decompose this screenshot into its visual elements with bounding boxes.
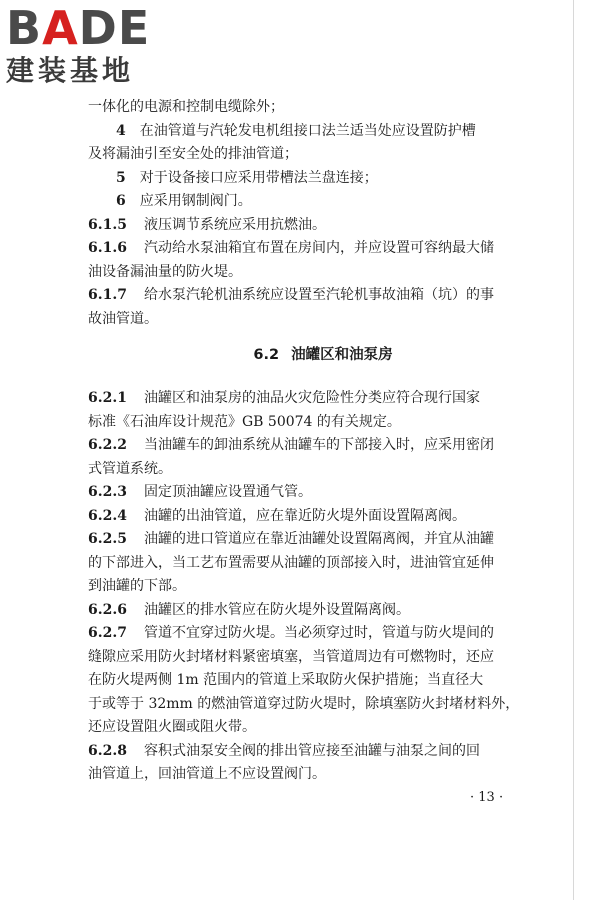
section-title: 油罐区和油泵房 <box>291 347 393 363</box>
clause-number: 6.2.5 <box>88 531 127 547</box>
text-line: 油设备漏油量的防火堤。 <box>88 263 242 280</box>
clause-number: 6.1.6 <box>88 240 127 256</box>
list-item-5 <box>88 167 558 191</box>
item-text: 在油管道与汽轮发电机组接口法兰适当处应设置防护槽 <box>139 122 476 139</box>
clause-6-1-5 <box>88 214 558 238</box>
clause-6-2-2 <box>88 434 558 458</box>
item-number: 6 <box>116 193 126 209</box>
logo-letter-b: B <box>6 1 43 55</box>
item-text: 应采用钢制阀门。 <box>139 193 252 209</box>
clause-text: 当油罐车的卸油系统从油罐车的下部接入时，应采用密闭 <box>144 437 494 453</box>
section-number: 6.2 <box>253 347 280 363</box>
clause-number: 6.2.4 <box>88 507 127 524</box>
clause-number: 6.2.1 <box>88 390 127 406</box>
clause-6-1-6 <box>88 237 558 261</box>
bade-logo <box>6 2 186 88</box>
clause-6-1-7 <box>88 284 558 308</box>
text-line: 标准《石油库设计规范》GB 50074 的有关规定。 <box>88 413 401 430</box>
page-edge-line <box>573 0 574 900</box>
text-line: 于或等于 32mm 的燃油管道穿过防火堤时，除填塞防火封堵材料外， <box>88 695 520 712</box>
clause-6-2-1 <box>88 387 558 411</box>
text-line: 及将漏油引至安全处的排油管道； <box>88 146 298 162</box>
item-text: 对于设备接口应采用带槽法兰盘连接； <box>139 169 378 186</box>
clause-text: 给水泵汽轮机油系统应设置至汽轮机事故油箱（坑）的事 <box>144 287 494 303</box>
logo-wordmark <box>6 2 186 54</box>
list-item-6 <box>88 190 558 214</box>
clause-6-2-3 <box>88 481 558 505</box>
text-line: 到油罐的下部。 <box>88 578 186 594</box>
clause-number: 6.1.7 <box>88 287 127 303</box>
text-line: 故油管道。 <box>88 310 158 327</box>
text-line: 还应设置阻火圈或阻火带。 <box>88 719 256 735</box>
clause-6-2-5 <box>88 528 558 552</box>
text-line: 一体化的电源和控制电缆除外； <box>88 99 284 115</box>
logo-letter-a-accent: A <box>42 1 79 55</box>
item-number: 5 <box>116 169 126 186</box>
logo-subtitle: 建装基地 <box>6 54 135 87</box>
text-line: 在防火堤两侧 1m 范围内的管道上采取防火保护措施；当直径大 <box>88 672 484 688</box>
clause-text: 固定顶油罐应设置通气管。 <box>144 484 312 500</box>
clause-text: 油罐区和油泵房的油品火灾危险性分类应符合现行国家 <box>144 390 480 406</box>
clause-number: 6.2.7 <box>88 625 127 641</box>
clause-number: 6.2.3 <box>88 484 127 500</box>
clause-text: 液压调节系统应采用抗燃油。 <box>144 216 326 233</box>
list-item-4 <box>88 120 558 144</box>
page-number: · 13 · <box>470 790 504 805</box>
logo-letters-de: DE <box>78 1 151 55</box>
clause-6-2-4 <box>88 505 558 529</box>
clause-number: 6.2.2 <box>88 437 127 453</box>
clause-text: 油罐的进口管道应在靠近油罐处设置隔离阀，并宜从油罐 <box>144 531 494 547</box>
clause-number: 6.2.6 <box>88 601 127 618</box>
clause-number: 6.2.8 <box>88 742 127 759</box>
document-body <box>88 96 558 787</box>
clause-text: 汽动给水泵油箱宜布置在房间内，并应设置可容纳最大储 <box>144 240 494 256</box>
clause-text: 管道不宜穿过防火堤。当必须穿过时，管道与防火堤间的 <box>144 625 494 641</box>
item-number: 4 <box>116 122 126 139</box>
clause-6-2-8 <box>88 740 558 764</box>
text-line: 的下部进入，当工艺布置需要从油罐的顶部接入时，进油管宜延伸 <box>88 554 494 571</box>
text-line: 式管道系统。 <box>88 460 172 477</box>
text-line: 缝隙应采用防火封堵材料紧密填塞，当管道周边有可燃物时，还应 <box>88 648 494 665</box>
clause-6-2-6 <box>88 599 558 623</box>
text-line: 油管道上，回油管道上不应设置阀门。 <box>88 766 326 782</box>
clause-text: 油罐的出油管道，应在靠近防火堤外面设置隔离阀。 <box>144 507 466 524</box>
clause-text: 容积式油泵安全阀的排出管应接至油罐与油泵之间的回 <box>144 742 480 759</box>
section-heading <box>88 344 558 366</box>
clause-6-2-7 <box>88 622 558 646</box>
clause-number: 6.1.5 <box>88 216 127 233</box>
clause-text: 油罐区的排水管应在防火堤外设置隔离阀。 <box>144 601 410 618</box>
